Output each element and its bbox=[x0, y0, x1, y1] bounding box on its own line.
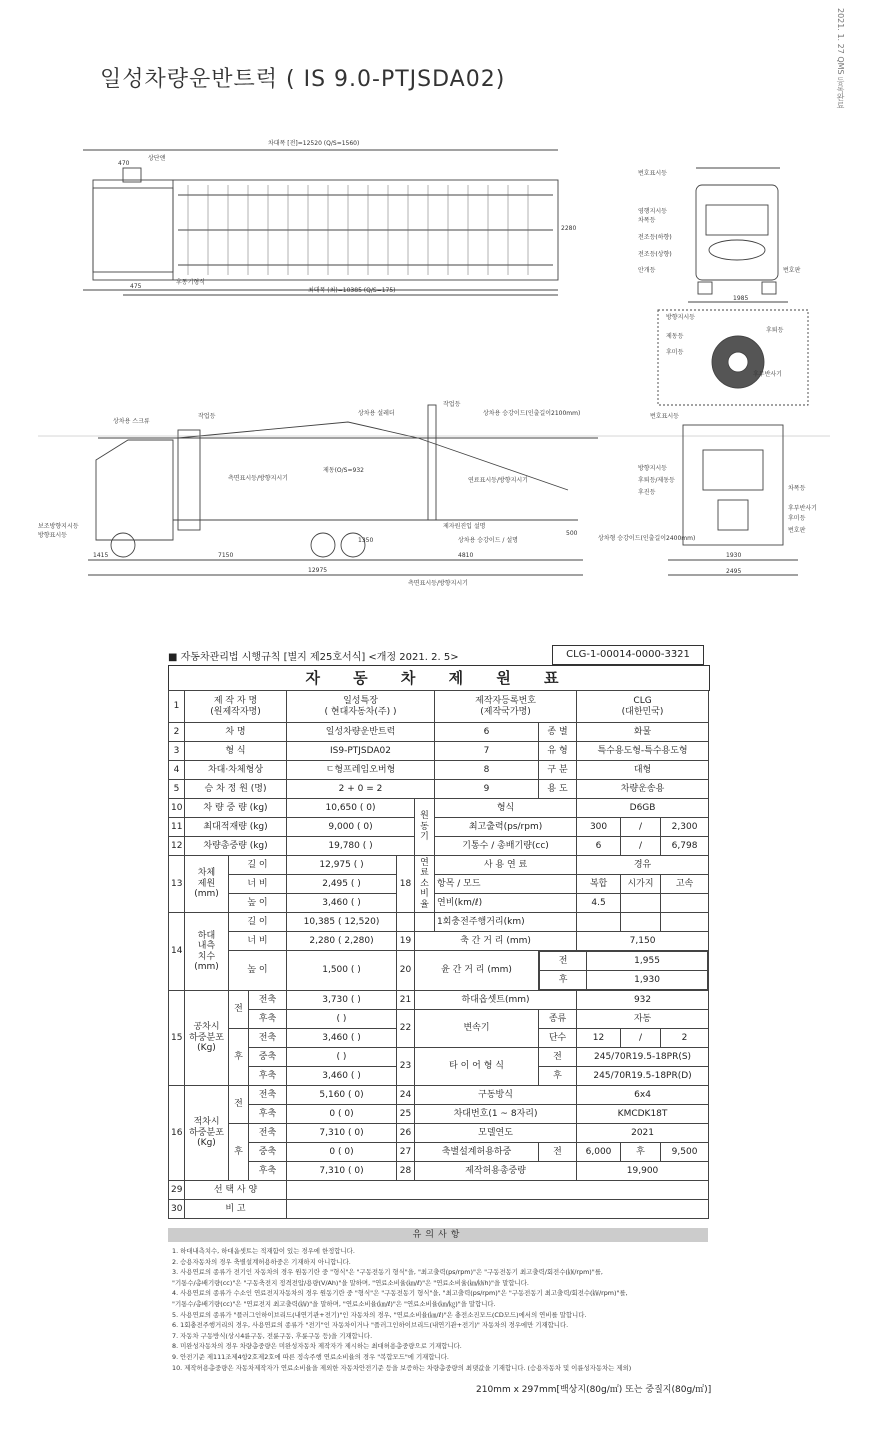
row-no: 14 bbox=[169, 913, 185, 991]
track-cell bbox=[539, 951, 709, 991]
capacity-label: 승 차 정 원 (명) bbox=[185, 780, 287, 799]
mode-combined: 복합 bbox=[577, 875, 621, 894]
row-no: 24 bbox=[397, 1086, 415, 1105]
chassis-value: ㄷ형프레임오버형 bbox=[287, 761, 435, 780]
empty-front-label: 전 bbox=[229, 991, 249, 1029]
model-year-label: 모델연도 bbox=[415, 1124, 577, 1143]
label-rear8: 번호판 bbox=[788, 527, 806, 534]
empty-axle-label: 전축 bbox=[249, 991, 287, 1010]
class-label: 구 분 bbox=[539, 761, 577, 780]
label-l6: 번호판 bbox=[783, 267, 801, 274]
trans-sep: / bbox=[621, 1029, 661, 1048]
row-no: 22 bbox=[397, 1010, 415, 1048]
trans-stage1: 12 bbox=[577, 1029, 621, 1048]
cargo-hei: 1,500 ( ) bbox=[287, 951, 397, 991]
trans-stage-label: 단수 bbox=[539, 1029, 577, 1048]
track-rear-label: 후 bbox=[540, 971, 587, 990]
note-item: 9. 안전기준 제111조제4항2호제2호에 따른 정속주행 연료소비율의 경우 "복합모드"에 기재합니다. bbox=[172, 1352, 449, 1361]
remarks-label: 비 고 bbox=[185, 1200, 287, 1219]
payload-label: 최대적재량 (kg) bbox=[185, 818, 287, 837]
empty-axle-label: 중축 bbox=[249, 1048, 287, 1067]
use-value: 차량운송용 bbox=[577, 780, 709, 799]
body-len: 12,975 ( ) bbox=[287, 856, 397, 875]
loaded-axle-value: 7,310 ( 0) bbox=[287, 1124, 397, 1143]
note-item: 2. 승용자동차의 경우 축별설계허용하중은 기재하지 아니합니다. bbox=[172, 1257, 351, 1266]
note-item: 3. 사용연료의 종류가 전기인 자동차의 경우 원동기란 중 "형식"은 "구동전동기 형식"을, "최고출력(ps/rpm)"은 "구동전동기 최고출력/회전수(㎾/rpm)"를, bbox=[172, 1268, 603, 1277]
transmission-label: 변속기 bbox=[415, 1010, 539, 1048]
row-no: 8 bbox=[435, 761, 539, 780]
label-lamp-c: 제동등 bbox=[666, 333, 684, 340]
row-no: 7 bbox=[435, 742, 539, 761]
label-side4: 작업등 bbox=[443, 401, 461, 408]
row-no: 10 bbox=[169, 799, 185, 818]
reg-label: 제작자등록번호 (제작국가명) bbox=[435, 691, 577, 723]
body-hei-label: 높 이 bbox=[229, 894, 287, 913]
cargo-len: 10,385 ( 12,520) bbox=[287, 913, 397, 932]
note-item: 4. 사용연료의 종류가 수소인 연료전지자동차의 경우 원동기란 중 "형식"은 "구동전동기 형식"을, "최고출력(ps/rpm)"은 "구동전동기 최고출력/회전수(㎾/rpm)"를, bbox=[172, 1289, 628, 1298]
empty-load-group: 공차시 하중분포 (Kg) bbox=[185, 991, 229, 1086]
cargo-len-label: 길 이 bbox=[229, 913, 287, 932]
loaded-axle-value: 0 ( 0) bbox=[287, 1143, 397, 1162]
trans-stage2: 2 bbox=[661, 1029, 709, 1048]
capacity-value: 2 + 0 = 2 bbox=[287, 780, 435, 799]
eff-label: 연비(km/ℓ) bbox=[435, 894, 577, 913]
label-side10: 방향표시등 bbox=[38, 532, 67, 539]
displacement: 6,798 bbox=[661, 837, 709, 856]
track-label: 윤 간 거 리 (mm) bbox=[415, 951, 539, 991]
cargo-dim-group: 하대 내측 치수 (mm) bbox=[185, 913, 229, 991]
label-rear5: 후미등 bbox=[788, 515, 806, 522]
empty-axle-value: 3,730 ( ) bbox=[287, 991, 397, 1010]
cargo-wid-label: 너 비 bbox=[229, 932, 287, 951]
axle-limit-rear: 9,500 bbox=[661, 1143, 709, 1162]
type-label: 유 형 bbox=[539, 742, 577, 761]
label-side1: 상차용 스크류 bbox=[113, 418, 150, 425]
row-no: 21 bbox=[397, 991, 415, 1010]
label-upper-deck: 상단앤 bbox=[148, 155, 166, 162]
row-no: 20 bbox=[397, 951, 415, 991]
note-item: 5. 사용연료의 종류가 "플러그인하이브리드(내연기관+전기)"인 자동차의 경우, "연료소비율(㎞/ℓ)"은 충전소진모드(CD모드)에서의 연비를 말합니다. bbox=[172, 1310, 587, 1319]
dim-12975: 12975 bbox=[308, 567, 328, 574]
max-gvw-label: 제작허용총중량 bbox=[415, 1162, 577, 1181]
notes-list bbox=[172, 1246, 708, 1373]
body-len-label: 길 이 bbox=[229, 856, 287, 875]
note-item: 8. 미완성자동차의 경우 차량총중량은 미완성자동차 제작자가 제시하는 최대허용총중량으로 기재합니다. bbox=[172, 1342, 462, 1351]
row-no: 9 bbox=[435, 780, 539, 799]
dim-4810: 4810 bbox=[458, 552, 474, 559]
dim-2495: 2495 bbox=[726, 568, 742, 575]
trans-kind: 자동 bbox=[577, 1010, 709, 1029]
row-no: 3 bbox=[169, 742, 185, 761]
axle-limit-rear-label: 후 bbox=[621, 1143, 661, 1162]
label-rear7: 차폭등 bbox=[788, 485, 806, 492]
reg-value: CLG (대한민국) bbox=[577, 691, 709, 723]
remarks-value bbox=[287, 1200, 709, 1219]
model-label: 형 식 bbox=[185, 742, 287, 761]
empty-axle-value: 3,460 ( ) bbox=[287, 1029, 397, 1048]
row-no: 11 bbox=[169, 818, 185, 837]
label-l4: 전조등(상향) bbox=[638, 251, 672, 258]
note-item: "기통수/총배기량(cc)"은 "구동축전지 정격전압/용량(V/Ah)"을 말하며, "연료소비율(㎞/ℓ)"은 "연료소비율(㎞/㎾h)"을 말합니다. bbox=[172, 1278, 529, 1287]
note-item: 10. 제작허용총중량은 자동차제작자가 연료소비율을 제외한 자동차안전기준 등을 보증하는 차량총중량의 최댓값을 기재합니다. (승용자동차 및 이륜성자동차는 제외) bbox=[172, 1363, 632, 1372]
row-no: 6 bbox=[435, 723, 539, 742]
axle-limit-front: 6,000 bbox=[577, 1143, 621, 1162]
label-side7: 제동(O/S=932 bbox=[323, 467, 364, 474]
loaded-rear-label: 후 bbox=[229, 1124, 249, 1181]
row-no: 23 bbox=[397, 1048, 415, 1086]
label-rear3: 후퇴등/제동등 bbox=[638, 477, 675, 484]
power-ps: 300 bbox=[577, 818, 621, 837]
offset-label: 하대옵셋트(mm) bbox=[415, 991, 577, 1010]
note-item: "기통수/총배기량(cc)"은 "연료전지 최고출력(㎾)"을 말하며, "연료소비율(㎞/ℓ)"은 "연료소비율(㎞/㎏)"을 말합니다. bbox=[172, 1299, 496, 1308]
note-item: 7. 자동차 구동방식(상시4륜구동, 전륜구동, 후륜구동 등)을 기재합니다. bbox=[172, 1331, 373, 1340]
engine-type: D6GB bbox=[577, 799, 709, 818]
label-side13: 측면표시등/방향지시기 bbox=[408, 580, 468, 587]
label-side5: 상차용 승강이드(인출길이2100mm) bbox=[483, 410, 581, 417]
weight-value: 10,650 ( 0) bbox=[287, 799, 415, 818]
dim-1930: 1930 bbox=[726, 552, 742, 559]
loaded-front-label: 전 bbox=[229, 1086, 249, 1124]
note-item: 1. 하대내측치수, 하대옵셋트는 적재함이 있는 경우에 한정합니다. bbox=[172, 1247, 355, 1255]
fuel-group: 연 료 소 비 율 bbox=[415, 856, 435, 913]
row-no: 27 bbox=[397, 1143, 415, 1162]
empty-axle-label: 후축 bbox=[249, 1067, 287, 1086]
track-rear: 1,930 bbox=[587, 971, 708, 990]
label-rear4: 후부반사기 bbox=[788, 505, 817, 512]
front-view bbox=[688, 168, 788, 302]
label-side11: 제자원진입 설명 bbox=[443, 523, 486, 530]
model-value: IS9-PTJSDA02 bbox=[287, 742, 435, 761]
fuel-type: 경유 bbox=[577, 856, 709, 875]
label-side3: 상차용 설레더 bbox=[358, 410, 395, 417]
power-sep: / bbox=[621, 818, 661, 837]
body-hei: 3,460 ( ) bbox=[287, 894, 397, 913]
row-no: 16 bbox=[169, 1086, 185, 1181]
row-no: 26 bbox=[397, 1124, 415, 1143]
tire-front-label: 전 bbox=[539, 1048, 577, 1067]
loaded-axle-label: 후축 bbox=[249, 1162, 287, 1181]
label-rear2: 방향지시등 bbox=[638, 465, 667, 472]
dim-1350: 1350 bbox=[358, 537, 374, 544]
drive-label: 구동방식 bbox=[415, 1086, 577, 1105]
paper-spec: 210mm x 297mm[백상지(80g/㎡) 또는 중질지(80g/㎡)] bbox=[476, 1385, 712, 1395]
empty-rear-label: 후 bbox=[229, 1029, 249, 1086]
label-side12: 상차용 승강이드 / 설명 bbox=[458, 537, 518, 544]
dim-2280: 2280 bbox=[561, 225, 577, 232]
power-label: 최고출력(ps/rpm) bbox=[435, 818, 577, 837]
weight-label: 차 량 중 량 (kg) bbox=[185, 799, 287, 818]
empty-axle-value: 3,460 ( ) bbox=[287, 1067, 397, 1086]
payload-value: 9,000 ( 0) bbox=[287, 818, 415, 837]
axle-limit-label: 축별설계허용하중 bbox=[415, 1143, 539, 1162]
body-wid: 2,495 ( ) bbox=[287, 875, 397, 894]
class-value: 대형 bbox=[577, 761, 709, 780]
empty-axle-value: ( ) bbox=[287, 1048, 397, 1067]
label-rear-axle: 후동기형식 bbox=[176, 279, 205, 286]
chassis-label: 차대·차체형상 bbox=[185, 761, 287, 780]
dim-1985: 1985 bbox=[733, 295, 749, 302]
engine-type-label: 형식 bbox=[435, 799, 577, 818]
row-no: 29 bbox=[169, 1181, 185, 1200]
wheelbase-label: 축 간 거 리 (mm) bbox=[415, 932, 577, 951]
row-no: 18 bbox=[397, 856, 415, 913]
loaded-axle-value: 0 ( 0) bbox=[287, 1105, 397, 1124]
trans-kind-label: 종류 bbox=[539, 1010, 577, 1029]
cargo-hei-label: 높 이 bbox=[229, 951, 287, 991]
label-side8: 연료표시등/방향지시기 bbox=[468, 477, 528, 484]
cyl-sep: / bbox=[621, 837, 661, 856]
dim-470: 470 bbox=[118, 160, 130, 167]
empty-axle-value: ( ) bbox=[287, 1010, 397, 1029]
offset-value: 932 bbox=[577, 991, 709, 1010]
kind-label: 종 별 bbox=[539, 723, 577, 742]
car-name-value: 일성차량운반트럭 bbox=[287, 723, 435, 742]
loaded-axle-label: 중축 bbox=[249, 1143, 287, 1162]
eff-value: 4.5 bbox=[577, 894, 621, 913]
cyl-label: 기통수 / 총배기량(cc) bbox=[435, 837, 577, 856]
label-rear6: 후진등 bbox=[638, 489, 656, 496]
empty-axle-label: 전축 bbox=[249, 1029, 287, 1048]
dim-1415: 1415 bbox=[93, 552, 109, 559]
options-value bbox=[287, 1181, 709, 1200]
row-no: 30 bbox=[169, 1200, 185, 1219]
kind-value: 화물 bbox=[577, 723, 709, 742]
row-no: 28 bbox=[397, 1162, 415, 1181]
range-label: 1회충전주행거리(km) bbox=[435, 913, 577, 932]
dim-7150: 7150 bbox=[218, 552, 234, 559]
mode-item-header: 항목 / 모드 bbox=[435, 875, 577, 894]
wheelbase-value: 7,150 bbox=[577, 932, 709, 951]
row-no: 13 bbox=[169, 856, 185, 913]
row-no: 1 bbox=[169, 691, 185, 723]
label-lamp-a: 방향지시등 bbox=[666, 314, 695, 321]
row-no: 5 bbox=[169, 780, 185, 799]
options-label: 선 택 사 양 bbox=[185, 1181, 287, 1200]
spec-table bbox=[168, 690, 709, 1219]
vin-label: 차대번호(1 ~ 8자리) bbox=[415, 1105, 577, 1124]
model-year-value: 2021 bbox=[577, 1124, 709, 1143]
label-l1: 영행지시등 bbox=[638, 208, 667, 215]
vehicle-drawing bbox=[38, 20, 830, 590]
label-lamp-b: 후퇴등 bbox=[766, 327, 784, 334]
drive-value: 6x4 bbox=[577, 1086, 709, 1105]
gvw-label: 차량총중량 (kg) bbox=[185, 837, 287, 856]
body-dim-group: 차체 제원 (mm) bbox=[185, 856, 229, 913]
row-no: 4 bbox=[169, 761, 185, 780]
fuel-type-label: 사 용 연 료 bbox=[435, 856, 577, 875]
label-side6: 측면표시등/방향지시기 bbox=[228, 475, 288, 482]
max-gvw-value: 19,900 bbox=[577, 1162, 709, 1181]
loaded-axle-value: 5,160 ( 0) bbox=[287, 1086, 397, 1105]
label-side2: 작업등 bbox=[198, 413, 216, 420]
label-lamp-d: 후미등 bbox=[666, 349, 684, 356]
mode-city: 시가지 bbox=[621, 875, 661, 894]
tire-front: 245/70R19.5-18PR(S) bbox=[577, 1048, 709, 1067]
form-header: ■ 자동차관리법 시행규칙 [별지 제25호서식] <개정 2021. 2. 5> bbox=[168, 652, 459, 663]
loaded-load-group: 적차시 하중분포 (Kg) bbox=[185, 1086, 229, 1181]
label-plate-lamp: 번호표시등 bbox=[638, 170, 667, 177]
loaded-axle-label: 후축 bbox=[249, 1105, 287, 1124]
loaded-axle-label: 전축 bbox=[249, 1124, 287, 1143]
body-wid-label: 너 비 bbox=[229, 875, 287, 894]
label-side14: 상차형 승강이드(인출길이2400mm) bbox=[598, 535, 696, 542]
dim-overall: 차대폭 [전]=12520 (Q/S=1560) bbox=[268, 140, 360, 147]
tire-rear-label: 후 bbox=[539, 1067, 577, 1086]
row-no: 19 bbox=[397, 932, 415, 951]
row-no: 25 bbox=[397, 1105, 415, 1124]
power-rpm: 2,300 bbox=[661, 818, 709, 837]
dim-wheelbase: 최대폭 (최)=10385 (Q/S=175) bbox=[308, 287, 396, 294]
cyl-count: 6 bbox=[577, 837, 621, 856]
cargo-wid: 2,280 ( 2,280) bbox=[287, 932, 397, 951]
dim-475: 475 bbox=[130, 283, 142, 290]
empty-axle-label: 후축 bbox=[249, 1010, 287, 1029]
label-side9: 보조방향지시등 bbox=[38, 523, 79, 530]
note-item: 6. 1회충전주행거리의 경우, 사용연료의 종류가 "전기"인 자동차이거나 "플러그인하이브리드(내연기관+전기)" 자동차의 경우에만 기재합니다. bbox=[172, 1321, 569, 1330]
type-value: 특수용도형-특수용도형 bbox=[577, 742, 709, 761]
row-no: 2 bbox=[169, 723, 185, 742]
loaded-axle-label: 전축 bbox=[249, 1086, 287, 1105]
mode-highway: 고속 bbox=[661, 875, 709, 894]
label-lamp-e: 후부반사기 bbox=[753, 371, 782, 378]
drawing-title: 일성차량운반트럭 ( IS 9.0-PTJSDA02) bbox=[100, 67, 506, 92]
label-l5: 안개등 bbox=[638, 267, 656, 274]
maker-value: 일성특장 ( 현대자동차(주) ) bbox=[287, 691, 435, 723]
loaded-axle-value: 7,310 ( 0) bbox=[287, 1162, 397, 1181]
margin-stamp: 2021. 1. 27 QMS 등록완료 bbox=[836, 8, 845, 110]
car-name-label: 차 명 bbox=[185, 723, 287, 742]
mode-label: 모드 bbox=[463, 878, 481, 889]
rear-lamp-detail bbox=[658, 310, 808, 405]
axle-limit-front-label: 전 bbox=[539, 1143, 577, 1162]
gvw-value: 19,780 ( ) bbox=[287, 837, 415, 856]
spec-title: 자 동 차 제 원 표 bbox=[168, 665, 710, 691]
doc-number: CLG-1-00014-0000-3321 bbox=[552, 645, 704, 665]
track-front: 1,955 bbox=[587, 952, 708, 971]
label-l2: 차폭등 bbox=[638, 217, 656, 224]
label-rear1: 번호표시등 bbox=[650, 413, 679, 420]
tire-label: 타 이 어 형 식 bbox=[415, 1048, 539, 1086]
dim-500: 500 bbox=[566, 530, 578, 537]
use-label: 용 도 bbox=[539, 780, 577, 799]
engine-group: 원 동 기 bbox=[415, 799, 435, 856]
track-front-label: 전 bbox=[540, 952, 587, 971]
row-no: 12 bbox=[169, 837, 185, 856]
maker-label: 제 작 자 명 (원제작자명) bbox=[185, 691, 287, 723]
notes-title: 유의사항 bbox=[168, 1228, 708, 1242]
row-no: 15 bbox=[169, 991, 185, 1086]
vin-value: KMCDK18T bbox=[577, 1105, 709, 1124]
item-label: 항목 bbox=[437, 878, 455, 889]
label-l3: 전조등(하향) bbox=[638, 234, 672, 241]
tire-rear: 245/70R19.5-18PR(D) bbox=[577, 1067, 709, 1086]
